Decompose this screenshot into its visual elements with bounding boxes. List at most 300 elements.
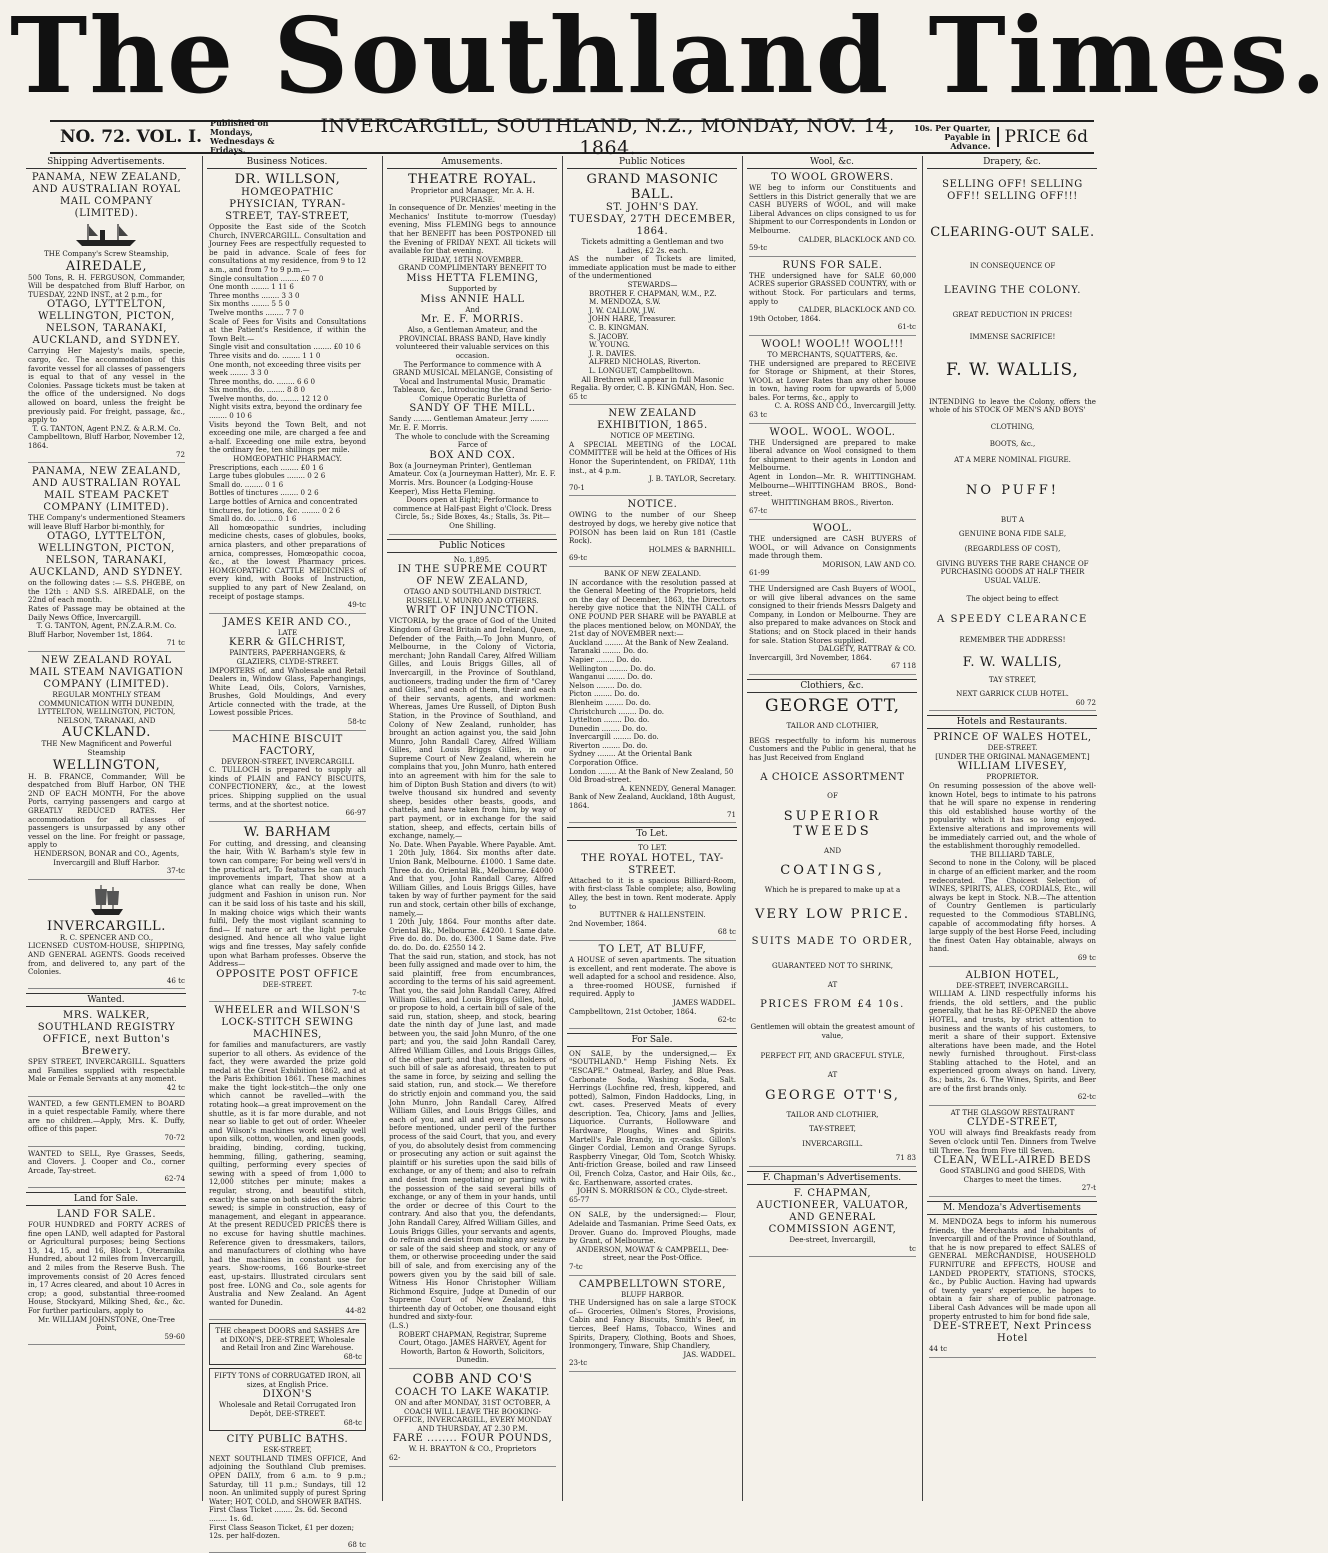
ad-title: CAMPBELLTOWN STORE, — [578, 1278, 727, 1290]
bills-table: 1 20th July, 1864. Four months after date. Oriental Bk., Melbourne. £4200. 1 Same date. Five do. do. Do. do. £300. 1 Same date. Five do. do. Do. do. £2550 14 2. — [389, 917, 556, 952]
ad-sign: WHITTINGHAM BROS., Riverton. — [771, 497, 894, 507]
ad-cast: Box (a Journeyman Printer), Gentleman Amateur. Cox (a Journeyman Hatter), Mr. E. F. Morris. Mrs. Bouncer (a Lodging-House Keeper), Miss Hetta Fleming. — [389, 460, 556, 496]
ad-address: OPPOSITE POST OFFICE — [216, 968, 359, 980]
ad-text: IN accordance with the resolution passed at the General Meeting of the Proprietors, held on the day of December, 1863, the Directors hereby give notice that the NINTH CALL of ONE POUND PER SHARE will be PAYABLE at the places mentioned below, on MONDAY, the 21st day of NOVEMBER next:— — [569, 577, 736, 639]
ad-text: A HOUSE of seven apartments. The situation is excellent, and rent moderate. The above is well adapted for a school and residence. Also, a three-roomed HOUSE, furnished if required. Apply to — [569, 954, 736, 999]
ad-text: WANTED to SELL, Rye Grasses, Seeds, and Clovers. J. Cooper and Co., corner Arcade, Tay-street. — [28, 1148, 185, 1175]
ad-subtitle: Proprietor and Manager, Mr. A. H. PURCHASE. — [410, 186, 535, 204]
fee-line: Night visits extra, beyond the ordinary fee ........ 0 10 6 — [209, 402, 363, 421]
ad-firm: R. C. SPENCER AND CO., — [59, 932, 154, 942]
fee-line: Bottles of tinctures ........ 0 2 6 — [209, 488, 319, 498]
ad-albion-hotel — [929, 970, 1096, 1106]
ad-subtitle: TO MERCHANTS, SQUATTERS, &c. — [767, 349, 898, 359]
ad-ref: 69 tc — [1077, 952, 1096, 962]
ad-subheading: HOMŒOPATHIC PHARMACY. — [233, 454, 342, 464]
ad-sign: CALDER, BLACKLOCK AND CO. — [798, 234, 916, 244]
ad-title: WOOL. — [812, 523, 853, 534]
ad-ref: 49-tc — [347, 600, 366, 610]
ad-ref: 27-t — [1081, 1183, 1096, 1193]
ad-text: Gentlemen will obtain the greatest amount of value, — [750, 1022, 915, 1040]
ad-line: GENUINE BONA FIDE SALE, — [958, 529, 1067, 539]
ad-title: BANK OF NEW ZEALAND. — [604, 569, 701, 578]
ad-date: Invercargill, 3rd November, 1864. — [749, 652, 872, 662]
ad-text: AT — [827, 1070, 838, 1080]
ad-text: And — [465, 304, 480, 314]
fee-line: Prescriptions, each ........ £0 1 6 — [209, 462, 324, 472]
ad-wallis-clearance — [929, 179, 1096, 711]
ad-case: RUSSELL V. MUNRO AND OTHERS. — [406, 595, 539, 605]
ad-ref: 71 tc — [166, 638, 185, 648]
ad-title: INVERCARGILL. — [46, 918, 167, 934]
ad-ref: 37-tc — [166, 866, 185, 876]
ad-sign: HOLMES & BARNHILL. — [648, 544, 736, 554]
branch-line: Lyttelton ........ Do. do. — [569, 715, 650, 725]
ad-royal-hotel — [569, 844, 736, 941]
ad-sign: C. A. ROSS AND CO., Invercargill Jetty. — [774, 401, 916, 411]
ad-firm: KERR & GILCHRIST, — [229, 637, 346, 649]
ad-text: Opposite the East side of the Scotch Church, INVERCARGILL. Consultation and Journey Fees are respectfully requested to be paid in advance. Scale of fees for consultations at my residence, from 9 to 12 a.m., and from 7 to 9 p.m.— — [209, 222, 366, 274]
branch-line: Nelson ........ Do. do. — [569, 680, 642, 690]
column-heading: Drapery, &c. — [927, 156, 1097, 169]
steamship-icon — [72, 222, 142, 248]
ad-ref: 69-tc — [569, 553, 588, 563]
masthead — [10, 0, 1328, 117]
ad-glasgow-restaurant — [929, 1109, 1096, 1197]
ad-line: NO PUFF! — [966, 482, 1059, 498]
ad-text: ON and after MONDAY, 31ST OCTOBER, A COACH WILL LEAVE THE BOOKING-OFFICE, INVERCARGILL, EVERY MONDAY AND THURSDAY, AT 2.30 P.M. — [393, 1398, 552, 1433]
ad-ref: 67 118 — [891, 661, 916, 671]
ad-title: IN THE SUPREME COURT OF NEW ZEALAND, — [397, 564, 548, 588]
ad-text: On resuming possession of the above well-known Hotel, begs to intimate to his patrons that he will spare no expense in rendering this old established house worthy of the popularity which it has so long enjoyed. Extensive alterations and improvements will be immediately carried out, and the whole of the establishment thoroughly remodelled. — [929, 781, 1096, 851]
ad-text: ON SALE, by the undersigned:— Flour, Adelaide and Tasmanian. Prime Seed Oats, ex Drover. Guano do. Improved Ploughs, made by Grant, of Melbourne. — [569, 1210, 736, 1246]
ad-text: THE Undersigned are prepared to make liberal advance on Wool consigned to them for shipment to their agents in London and Melbourne. — [749, 437, 916, 473]
ad-panama-steam-packet — [28, 466, 185, 652]
play-title: SANDY OF THE MILL. — [409, 403, 536, 415]
ad-text: THE Undersigned has on sale a large STOCK of— Groceries, Oilmen's Stores, Provisions, Cabin and Fancy Biscuits, Smith's Beef, in tierces, Beef Hams, Tobacco, Wines and Spirits, Drapery, Clothing, Boots and Shoes, Ironmongery, Tinware, Ship Chandlery, — [569, 1298, 736, 1351]
ad-number: No. 1,895. — [453, 554, 492, 564]
ad-text: BEGS respectfully to inform his numerous Customers and the Public in general, that he has Just Received from England — [749, 735, 916, 762]
ad-ref: 7-tc — [352, 988, 366, 998]
ad-subtitle: HOMŒOPATHIC PHYSICIAN, TYRAN-STREET, TAY-STREET, — [225, 187, 350, 222]
ad-name: F. W. WALLIS, — [962, 654, 1063, 670]
issue-number: NO. 72. VOL. I. — [60, 127, 203, 147]
steward: ALFRED NICHOLAS, Riverton. — [589, 357, 701, 367]
ad-text: M. MENDOZA begs to inform his numerous friends, the Merchants and Inhabitants of Invercargill and of the Province of Southland, that he is now prepared to effect SALES of GENERAL MERCHANDISE, HOUSEHOLD FURNITURE and EFFECTS, HOUSE and LANDED PROPERTY, STATIONS, STOCKS, &c., by Public Auction. Having had upwards of twenty years' experience, he hopes to obtain a fair share of public patronage. Liberal Cash Advances will be made upon all property entrusted to him for bond fide sale, — [929, 1217, 1096, 1321]
newspaper-title: The Southland Times. — [10, 0, 1328, 117]
ad-text: THE Company's Screw Steamship, — [44, 249, 169, 258]
steward: JOHN HARE, Treasurer. — [589, 314, 676, 324]
ad-wanted-gentlemen — [28, 1100, 185, 1147]
ad-text: ON SALE, by the undersigned,— Ex "SOUTHLAND." Hemp Fishing Nets. Ex "ESCAPE." Oatmeal, Barley, and Blue Peas. Carbonate Soda, Washing Soda, Salt. Herrings (Lochfine red, fresh, kippered, and potted), Salmon, Findon Haddocks, Ling, in cwt. cases. Preserved Meats of every description. Tea, Chicory, Jams and Jellies, Liquorice. Currants, Hollowware and Hardware, Ploughs, Wines and Spirits. Martell's Pale Brandy, in qr.-casks. Gillon's Ginger Cordial, Lemon and Orange Syrups. Raspberry Vinegar, Old Tom, Scotch Whisky. Anti-friction Grease, boiled and raw Linseed Oil, French Colza, Castor, and Hair Oils, &c., &c. Earthenware, assorted crates. — [569, 1048, 736, 1187]
ad-firm: DIXON'S — [262, 1389, 313, 1401]
ad-title: NOTICE. — [627, 499, 678, 511]
ad-runs-for-sale — [749, 260, 916, 336]
section-heading: F. Chapman's Advertisements. — [747, 1171, 917, 1185]
ad-text: THE undersigned are CASH BUYERS of WOOL, or will Advance on Consignments made through them. — [749, 534, 916, 561]
branch-line: Picton ........ Do. do. — [569, 689, 640, 699]
ad-line: PERFECT FIT, AND GRACEFUL STYLE, — [760, 1051, 905, 1061]
steward: W. YOUNG. — [589, 340, 630, 350]
ad-title: GEORGE OTT, — [765, 695, 900, 716]
section-heading: Wanted. — [26, 993, 186, 1007]
play-title: BOX AND COX. — [429, 449, 516, 461]
ad-title: JAMES KEIR AND CO., — [223, 616, 352, 628]
ad-title: TO LET. — [638, 843, 667, 853]
ad-subtitle: BLUFF HARBOR. — [620, 1289, 685, 1299]
fee-line: One month, not exceeding three visits per week ........ 3 3 0 — [209, 359, 361, 378]
ad-name: F. W. WALLIS, — [946, 359, 1079, 380]
steward: M. MENDOZA, S.W. — [589, 297, 661, 307]
ad-line: GREAT REDUCTION IN PRICES! — [952, 309, 1073, 319]
fee-line: Large bottles of Arnica and concentrated tinctures, for lotions, &c. ........ 0 2 6 — [209, 497, 358, 515]
ad-line: CLOTHING, — [990, 421, 1035, 431]
ad-to-let-bluff — [569, 944, 736, 1029]
ad-line: (REGARDLESS OF COST), — [964, 543, 1061, 553]
ad-season: First Class Season Ticket, £1 per dozen; 12s. per half-dozen. — [209, 1522, 355, 1541]
ad-subtitle: PAINTERS, PAPERHANGERS, & GLAZIERS, CLYDE-STREET. — [229, 648, 346, 666]
ad-ref: 61-tc — [897, 322, 916, 332]
ad-title: NEW ZEALAND ROYAL MAIL STEAM NAVIGATION COMPANY (LIMITED). — [29, 655, 184, 691]
ad-agent: Mr. WILLIAM JOHNSTONE, One-Tree Point, — [38, 1314, 175, 1333]
ad-text: THE Undersigned are Cash Buyers of WOOL, or will give liberal advances on the same consigned to their friends Messrs Dalgety and Company, in London or Melbourne. They are also prepared to make advances on Stock and Stations; and on Stock placed in their hands for sale. Station Stores supplied. — [749, 583, 916, 645]
ad-sign: J. B. TAYLOR, Secretary. — [648, 474, 736, 484]
ad-seal: (L.S.) — [389, 1321, 409, 1331]
ad-ref: 44-82 — [345, 1306, 366, 1316]
ad-sign: MORISON, LAW AND CO. — [822, 559, 916, 569]
sailing-ship-icon — [87, 883, 127, 917]
ad-line: AT A MERE NOMINAL FIGURE. — [954, 455, 1071, 465]
ad-text: OWING to the number of our Sheep destroyed by dogs, we hereby give notice that POISON has been laid on Run 181 (Castle Rock). — [569, 510, 736, 546]
ad-text: LATE — [277, 627, 298, 637]
ad-ref: tc — [909, 1243, 916, 1253]
ad-sign: JOHN S. MORRISON & CO., Clyde-street. — [577, 1186, 728, 1196]
branch-line: Taranaki ........ Do. do. — [569, 646, 649, 656]
ad-ref: 68-tc — [343, 1417, 362, 1427]
ad-wool-growers — [749, 172, 916, 257]
performer-name: Miss HETTA FLEMING, — [406, 272, 539, 284]
ad-ref: 70-1 — [569, 482, 585, 492]
ad-ref: 68 tc — [347, 1539, 366, 1549]
ad-barham — [209, 825, 366, 1002]
branch-line: Dunedin ........ Do. do. — [569, 723, 648, 733]
ad-subtitle: THE ROYAL HOTEL, TAY-STREET. — [581, 852, 724, 876]
branch-line: Napier ........ Do. do. — [569, 654, 642, 664]
column-shipping — [22, 156, 190, 1501]
ad-text: Also, a Gentleman Amateur, and the PROVINCIAL BRASS BAND, Have kindly volunteered their valuable services on this occasion. — [395, 325, 550, 360]
ad-agents: Agent in London—Mr. R. WHITTINGHAM. Melbourne—WHITTINGHAM BROS., Bond-street. — [749, 472, 916, 499]
ad-title: PRINCE OF WALES HOTEL, — [933, 732, 1092, 744]
fee-line: Small do. ........ 0 1 6 — [209, 479, 284, 489]
ad-theatre-royal — [389, 172, 556, 535]
ad-ref: 68-tc — [343, 1351, 362, 1361]
branch-line: Auckland ........ At the Bank of New Zealand. — [569, 637, 729, 647]
ad-ref: 71 83 — [895, 1153, 916, 1163]
ad-date: Campbelltown, 21st October, 1864. — [569, 1006, 697, 1016]
bills-table: No. Date. When Payable. Where Payable. Amt. 1 20th July, 1864. Six months after date. Union Bank, Melbourne. £1000. 1 Same date. Three do. do. Oriental Bk., Melbourne. £4000 — [389, 839, 556, 875]
ad-text: FOUR HUNDRED and FORTY ACRES of fine open LAND, well adapted for Pastoral or Agricultural purposes; being Sections 13, 14, 15, and 16, Block 1, Oteramika Hundred, about 12 miles from Invercargill, and 2 miles from the Reserve Bush. The improvements consist of 20 Acres fenced in, 17 Acres cleared, and about 10 Acres in crop; a good, substantial three-roomed House, Stockyard, Milking Shed, &c., &c. For further particulars, apply to — [28, 1220, 185, 1315]
ad-line: REMEMBER THE ADDRESS! — [959, 634, 1066, 644]
fee-line: Twelve months, do. ........ 12 12 0 — [209, 393, 329, 403]
ad-wanted-grasses — [28, 1150, 185, 1188]
ad-date: 2nd November, 1864. — [569, 918, 647, 928]
ad-mendoza — [929, 1218, 1096, 1358]
subscription-terms: 10s. Per Quarter, Payable in Advance. — [914, 122, 991, 151]
column-heading: Business Notices. — [207, 156, 367, 169]
ad-text: Second to none in the Colony, will be placed in charge of an efficient marker, and the room redecorated. The Choicest Selection of WINES, SPIRITS, ALES, CORDIALS, Etc., will always be kept in Stock. N.B.—The attention of Country Gentlemen is particularly requested to the Commodious STABLING, capable of accommodating fifty horses. A large supply of the best Horse Feed, including the finest Oaten Hay obtainable, always on hand. — [929, 858, 1096, 954]
ad-dr-willson — [209, 172, 366, 614]
ad-nz-exhibition — [569, 408, 736, 496]
ad-name: WILLIAM LIVESEY, — [957, 761, 1068, 773]
branch-line: Invercargill ........ Do. do. — [569, 732, 659, 742]
ad-text: IMPORTERS of, and Wholesale and Retail Dealers in, Window Glass, Paperhangings, White Lead, Oils, Colors, Varnishes, Brushes, Gold Mouldings, And every Article connected with the trade, at the Lowest possible Prices. — [209, 665, 366, 718]
ad-title: F. CHAPMAN, — [793, 1188, 872, 1199]
fee-line: Twelve months ........ 7 7 0 — [209, 307, 304, 317]
ad-line: COATINGS, — [780, 863, 885, 879]
ad-ref: 71 — [726, 809, 736, 819]
column-heading: Wool, &c. — [747, 156, 917, 169]
steward: C. B. KINGMAN. — [589, 322, 649, 332]
branch-line: Blenheim ........ Do. do. — [569, 697, 651, 707]
ad-title: LAND FOR SALE. — [56, 1209, 157, 1220]
ad-line: BOOTS, &c., — [989, 438, 1036, 448]
ad-text: H. B. FRANCE, Commander, Will be despatched from Bluff Harbor, ON THE 2ND OF EACH MONTH, For the above Ports, carrying passengers and cargo at GREATLY REDUCED RATES. Her accommodation for all classes of passengers is unsurpassed by any other vessel on the line. For freight or passage, apply to — [28, 771, 185, 850]
section-heading: Public Notices — [387, 539, 557, 553]
ad-ref: 67-tc — [749, 506, 768, 516]
branch-line: Sydney ........ At the Oriental Bank Corporation Office. — [569, 749, 692, 768]
ad-text: THE New Magnificent and Powerful Steamship — [41, 739, 172, 757]
ad-line: A CHOICE ASSORTMENT — [760, 772, 905, 784]
column-heading: Public Notices — [567, 156, 737, 169]
ad-line: The object being to effect — [966, 594, 1059, 604]
ad-date: FRIDAY, 18TH NOVEMBER. — [421, 254, 524, 264]
ad-text: SPEY STREET, INVERCARGILL. Squatters and Families supplied with respectable Male or Female Servants at any moment. — [28, 1057, 185, 1084]
ad-text: THE undersigned have for SALE 60,000 ACRES superior GRASSED COUNTRY, with or without Stock. For particulars and terms, apply to — [749, 270, 916, 306]
ad-line: NEXT GARRICK CLUB HOTEL. — [956, 689, 1069, 699]
ad-line: CLEAN, WELL-AIRED BEDS — [933, 1155, 1092, 1167]
ad-prices: First Class Ticket ........ 2s. 6d. Second ........ 1s. 6d. — [209, 1505, 348, 1523]
ad-title: MACHINE BISCUIT FACTORY, — [232, 733, 343, 757]
branch-line: Wellington ........ Do. do. — [569, 663, 656, 673]
ad-text: C. TULLOCH is prepared to supply all kinds of PLAIN and FANCY BISCUITS, CONFECTIONERY, &c., at the lowest prices. Shipping supplied on the usual terms, and at the shortest notice. — [209, 765, 366, 809]
fee-line: Large tubes globules ........ 0 2 6 — [209, 471, 326, 481]
ad-nz-royal-mail — [28, 655, 185, 880]
fee-line: Six months ........ 5 5 0 — [209, 299, 290, 309]
ad-line: PRICES FROM £4 10s. — [760, 999, 905, 1011]
ad-panama-airedale — [28, 172, 185, 463]
ad-text: OF — [827, 791, 838, 801]
ad-text: on the following dates :— S.S. PHŒBE, on the 12th : AND S.S. AIREDALE, on the 22nd of each month. — [28, 578, 185, 605]
issue-price: PRICE 6d — [997, 127, 1088, 147]
ad-ref: 59-tc — [749, 243, 768, 253]
ad-text: VICTORIA, by the grace of God of the United Kingdom of Great Britain and Ireland, Queen, Defender of the Faith,—To John Munro, of Melbourne, in the Colony of Victoria, merchant; John Randall Carey, Alfred William Gilles, and Louis Briggs Gilles, all of Invercargill, in the Province of Southland, auctioneers, trading under the firm of "Carey and Gilles," and each of them, their and each of their servants, agents, and workmen: Whereas, James Ure Russell, of Dipton Bush Station, in the Province of Southland, and Colony of New Zealand, runholder, has brought an action against you, the said John Munro, John Randall Carey, Alfred William Gilles, and Louis Briggs Gilles, in our Supreme Court of New Zealand, wherein he complains that you, John Munro, hath entered into an agreement with him for the sale to him of Dipton Bush Station and divers (to wit) twelve thousand six hundred and seventy sheep, besides other beasts, goods, and chattels, and have taken from him, by way of part payment, or in exchange for the said station, sheep, and effects, certain bills of exchange, namely,— — [389, 616, 556, 841]
ad-morison-wool — [749, 523, 916, 582]
ad-line: GIVING BUYERS THE RARE CHANCE OF PURCHASING GOODS AT HALF THEIR USUAL VALUE. — [936, 558, 1089, 585]
ad-text: Which he is prepared to make up at a — [764, 885, 901, 895]
ad-text: All Brethren will appear in full Masonic Regalia. By order, C. B. KINGMAN, Hon. Sec. — [570, 374, 735, 393]
ad-text: Good STABLING and good SHEDS, With Charges to meet the times. — [939, 1166, 1086, 1184]
ad-masonic-ball — [569, 172, 736, 405]
ad-poison-notice — [569, 499, 736, 567]
ad-title: GRAND MASONIC BALL. — [586, 172, 719, 202]
section-heading: Hotels and Restaurants. — [927, 715, 1097, 729]
ad-subtitle: SOUTHLAND REGISTRY OFFICE, next Button's Brewery. — [37, 1022, 176, 1058]
ad-line: IMMENSE SACRIFICE! — [969, 332, 1056, 342]
ad-subtitle: CLYDE-STREET, — [967, 1117, 1058, 1129]
ad-subheading: STEWARDS— — [627, 279, 678, 289]
ad-anderson-sale — [569, 1211, 736, 1275]
ad-subtitle: DEE-STREET. — [987, 743, 1038, 753]
ad-ref: 68 tc — [717, 927, 736, 937]
ad-address: Dee-street, Invercargill, — [789, 1235, 876, 1244]
ad-text: WANTED, a few GENTLEMEN to BOARD in a quiet respectable Family, where there are no children.—Apply, Mrs. K. Duffy, office of this paper. — [28, 1098, 185, 1134]
ad-text: [UNDER THE ORIGINAL MANAGEMENT.] — [935, 751, 1090, 761]
fee-line: Small do. do. ........ 0 1 6 — [209, 514, 297, 524]
ad-title: NEW ZEALAND EXHIBITION, 1865. — [597, 408, 708, 432]
ad-agent: HENDERSON, BONAR and CO., Agents, Invercargill and Bluff Harbor. — [33, 848, 180, 867]
branch-line: Christchurch ........ Do. do. — [569, 706, 665, 716]
ad-destination: AUCKLAND. — [62, 725, 151, 741]
ad-ref: 65 tc — [569, 391, 588, 401]
ad-title: CITY PUBLIC BATHS. — [226, 1434, 349, 1446]
ad-ref: 62- — [389, 1453, 401, 1462]
section-heading: M. Mendoza's Advertisements — [927, 1201, 1097, 1215]
ad-street: DEE-STREET. — [262, 979, 313, 989]
ad-text: A SPECIAL MEETING of the LOCAL COMMITTEE will be held at the Offices of His Honor the Superintendent, on FRIDAY, 11th inst., at 4 p.m. — [569, 439, 736, 475]
ad-line: BUT A — [1000, 514, 1025, 524]
ad-cobb-coach — [389, 1372, 556, 1467]
ad-title: MRS. WALKER, — [63, 1010, 150, 1022]
ad-sign: CALDER, BLACKLOCK AND CO. — [798, 305, 916, 315]
dateline — [50, 115, 1094, 159]
ship-name: WELLINGTON, — [52, 757, 161, 773]
steward: L. LONGUET, Campbelltown. — [589, 365, 695, 375]
steward: J. R. DAVIES. — [589, 348, 637, 358]
fee-line: Three months, do. ........ 6 6 0 — [209, 376, 316, 386]
ad-campbelltown-store — [569, 1279, 736, 1372]
ad-prince-of-wales — [929, 732, 1096, 966]
ad-sign: ROBERT CHAPMAN, Registrar, Supreme Court, Otago. JAMES HARVEY, Agent for Howorth, Barton & Howorth, Solicitors, Dunedin. — [398, 1329, 547, 1365]
ad-text: Scale of Fees for Visits and Consultations at the Patient's Residence, if within the Town Belt.— — [209, 316, 366, 343]
ad-text: The Performance to commence with A GRAND MUSICAL MELANGE, Consisting of Vocal and Instrumental Music, Dramatic Tableaux, &c., Introducing the Grand Serio-Comique Operatic Burletta of — [392, 359, 553, 403]
column-heading: Amusements. — [387, 156, 557, 169]
ad-sign: ANDERSON, MOWAT & CAMPBELL, Dee-street, near the Post-Office. — [576, 1244, 729, 1263]
ad-agent: T. G. TANTON, Agent, P.N.Z.A.R.M. Co. — [36, 621, 177, 631]
ad-text: THE undersigned are prepared to RECEIVE for Storage or Shipment, at their Stores, WOOL at Lower Rates than any other house in town, having room for upwards of 5,000 bales. For terms, &c., apply to — [749, 358, 916, 402]
ad-ref: 46 tc — [166, 975, 185, 985]
ad-title: RUNS FOR SALE. — [782, 259, 883, 271]
place-and-date: INVERCARGILL, SOUTHLAND, N.Z., MONDAY, NOV. 14, 1864. — [320, 115, 896, 159]
ad-title: TO LET, AT BLUFF, — [598, 943, 707, 955]
ad-address: DEE-STREET, Next Princess Hotel — [933, 1321, 1092, 1345]
ad-bank-nz — [569, 570, 736, 823]
ad-text: AND — [823, 845, 842, 855]
ad-title: TO WOOL GROWERS. — [771, 172, 894, 183]
ad-text: REGULAR MONTHLY STEAM COMMUNICATION WITH DUNEDIN, LYTTELTON, WELLINGTON, PICTON, NELSON, TARANAKI, AND — [37, 690, 176, 725]
ad-dalgety — [749, 585, 916, 675]
ad-text: The whole to conclude with the Screaming Farce of — [395, 431, 550, 450]
ad-line: VERY LOW PRICE. — [754, 907, 910, 923]
ad-mrs-walker — [28, 1010, 185, 1096]
ad-text: NEXT SOUTHLAND TIMES OFFICE, And adjoining the Southland Club premises. OPEN DAILY, from 6 a.m. to 9 p.m.; Saturday, till 11 p.m.; Sundays, till 12 noon. An unlimited supply of purest Spring Water; HOT, COLD, and SHOWER BATHS. — [209, 1453, 366, 1506]
ad-land-for-sale — [28, 1209, 185, 1345]
ad-ref: 42 tc — [166, 1083, 185, 1093]
ad-title: W. BARHAM — [243, 824, 332, 840]
ad-title: DR. WILLSON, — [234, 172, 341, 187]
branch-line: Wanganui ........ Do. do. — [569, 672, 653, 682]
ad-line: SELLING OFF! SELLING OFF!! SELLING OFF!!! — [942, 179, 1083, 202]
ad-subtitle: DEVERON-STREET, INVERCARGILL — [221, 756, 354, 766]
fee-line: One month ........ 1 11 6 — [209, 282, 294, 292]
ad-line: INVERCARGILL. — [802, 1138, 863, 1148]
ad-line: IN CONSEQUENCE OF — [969, 261, 1056, 270]
fee-line: Three visits and do. ........ 1 1 0 — [209, 350, 321, 360]
ad-george-ott — [749, 696, 916, 1167]
ad-ref: 59-60 — [164, 1331, 185, 1341]
ad-sign: JAMES WADDEL. — [672, 997, 736, 1007]
ad-subtitle: TAILOR AND CLOTHIER, — [786, 720, 879, 730]
ad-ref: 7-tc — [569, 1261, 583, 1271]
ad-text: INTENDING to leave the Colony, offers the whole of his STOCK OF MEN'S AND BOYS' — [929, 396, 1096, 415]
performer-name: Mr. E. F. MORRIS. — [421, 314, 524, 326]
ad-sign: Bluff Harbor, November 1st, 1864. — [28, 629, 153, 639]
ad-text: Visits beyond the Town Belt, and not exceeding one mile, are charged a fee and a-half. Exceeding one mile extra, beyond the ordinary fee, ten shillings per mile. — [209, 419, 366, 455]
ad-line: GUARANTEED NOT TO SHRINK, — [771, 961, 893, 971]
ad-date: 19th October, 1864. — [749, 313, 821, 323]
ad-text: AS the number of Tickets are limited, immediate application must be made to either of the undermentioned — [569, 254, 736, 281]
fee-line: Three months ........ 3 3 0 — [209, 290, 300, 300]
ad-ref: 60 72 — [1075, 697, 1096, 707]
steward: S. JACOBY. — [589, 331, 629, 341]
ad-ref: 44 tc — [929, 1344, 948, 1354]
ad-sewing-machines — [209, 1005, 366, 1320]
ad-fare: FARE ........ FOUR POUNDS, — [392, 1433, 553, 1445]
steward: J. W. CALLOW, J.W. — [589, 305, 656, 315]
ad-sign: DALGETY, RATTRAY & CO. — [818, 644, 916, 654]
ad-title: PANAMA, NEW ZEALAND, AND AUSTRALIAN ROYAL MAIL COMPANY (LIMITED). — [31, 172, 182, 219]
ad-supreme-court — [389, 556, 556, 1369]
ad-line: A SPEEDY CLEARANCE — [937, 613, 1088, 625]
ad-subtitle: COACH TO LAKE WAKATIP. — [395, 1387, 550, 1399]
fee-line: Single consultation ........ £0 7 0 — [209, 273, 324, 283]
ad-ref: 62-tc — [1077, 1092, 1096, 1102]
ad-text: Wholesale and Retail Corrugated Iron Depôt, DEE-STREET. — [219, 1400, 356, 1419]
ad-text: PROPRIETOR. — [986, 772, 1039, 782]
ad-ref: 65-77 — [569, 1194, 590, 1204]
column-wool — [742, 156, 921, 1501]
ad-city-baths — [209, 1434, 366, 1553]
ad-text: 500 Tons, R. H. FERGUSON, Commander, Will be despatched from Bluff Harbor, on TUESDAY, 22ND INST., at 2 p.m., for — [28, 272, 185, 299]
ad-text: All homœopathic sundries, including medicine chests, cases of globules, books, arnica plasters, and other preparations of arnica, compresses, Homœopathic cocoa, &c., at the lowest Pharmacy prices. HOMŒOPATHIC CATTLE MEDICINES of every kind, with Books of Instruction, supplied to any part of New Zealand, on receipt of postage stamps. — [209, 522, 366, 601]
ad-sign: A. KENNEDY, General Manager. — [619, 783, 736, 793]
ad-title: THEATRE ROYAL. — [408, 172, 537, 187]
ad-text: Rates of Passage may be obtained at the Daily News Office, Invercargill. — [28, 604, 185, 622]
ad-place: Bank of New Zealand, Auckland, 18th August, 1864. — [569, 792, 736, 811]
ad-morrison-sale — [569, 1050, 736, 1209]
column-heading: Shipping Advertisements. — [26, 156, 186, 169]
column-drapery — [922, 156, 1101, 1501]
ad-subtitle: ESK-STREET, — [263, 1445, 312, 1455]
ad-text: WE beg to inform our Constituents and Settlers in this District generally that we are CASH BUYERS of WOOL, and will make Liberal Advances on clips consigned to us for Shipment to our Correspondents in London or Melbourne. — [749, 183, 916, 235]
ad-text: Attached to it is a spacious Billiard-Room, with first-class Table complete; also, Bowling Alley, the best in town. Rent moderate. Apply to — [569, 875, 736, 911]
ad-ref: 66-97 — [345, 808, 366, 818]
ad-ports: OTAGO, LYTTELTON, WELLINGTON, PICTON, NELSON, TARANAKI, AUCKLAND, and SYDNEY. — [32, 299, 181, 347]
ad-text: LICENSED CUSTOM-HOUSE, SHIPPING, AND GENERAL AGENTS. Goods received from, and delivered to, any part of the Colonies. — [28, 941, 185, 977]
ad-doors-sashes — [209, 1323, 366, 1365]
ad-text: And that you, John Randall Carey, Alfred William Gilles, and Louis Briggs Gilles, have taken by way of further payment for the said run and stock, certain other bills of exchange, namely,— — [389, 874, 556, 918]
section-heading: Clothiers, &c. — [747, 679, 917, 693]
steward: BROTHER F. CHAPMAN, W.M., P.Z. — [589, 288, 717, 298]
ad-ref: 72 — [175, 449, 185, 459]
